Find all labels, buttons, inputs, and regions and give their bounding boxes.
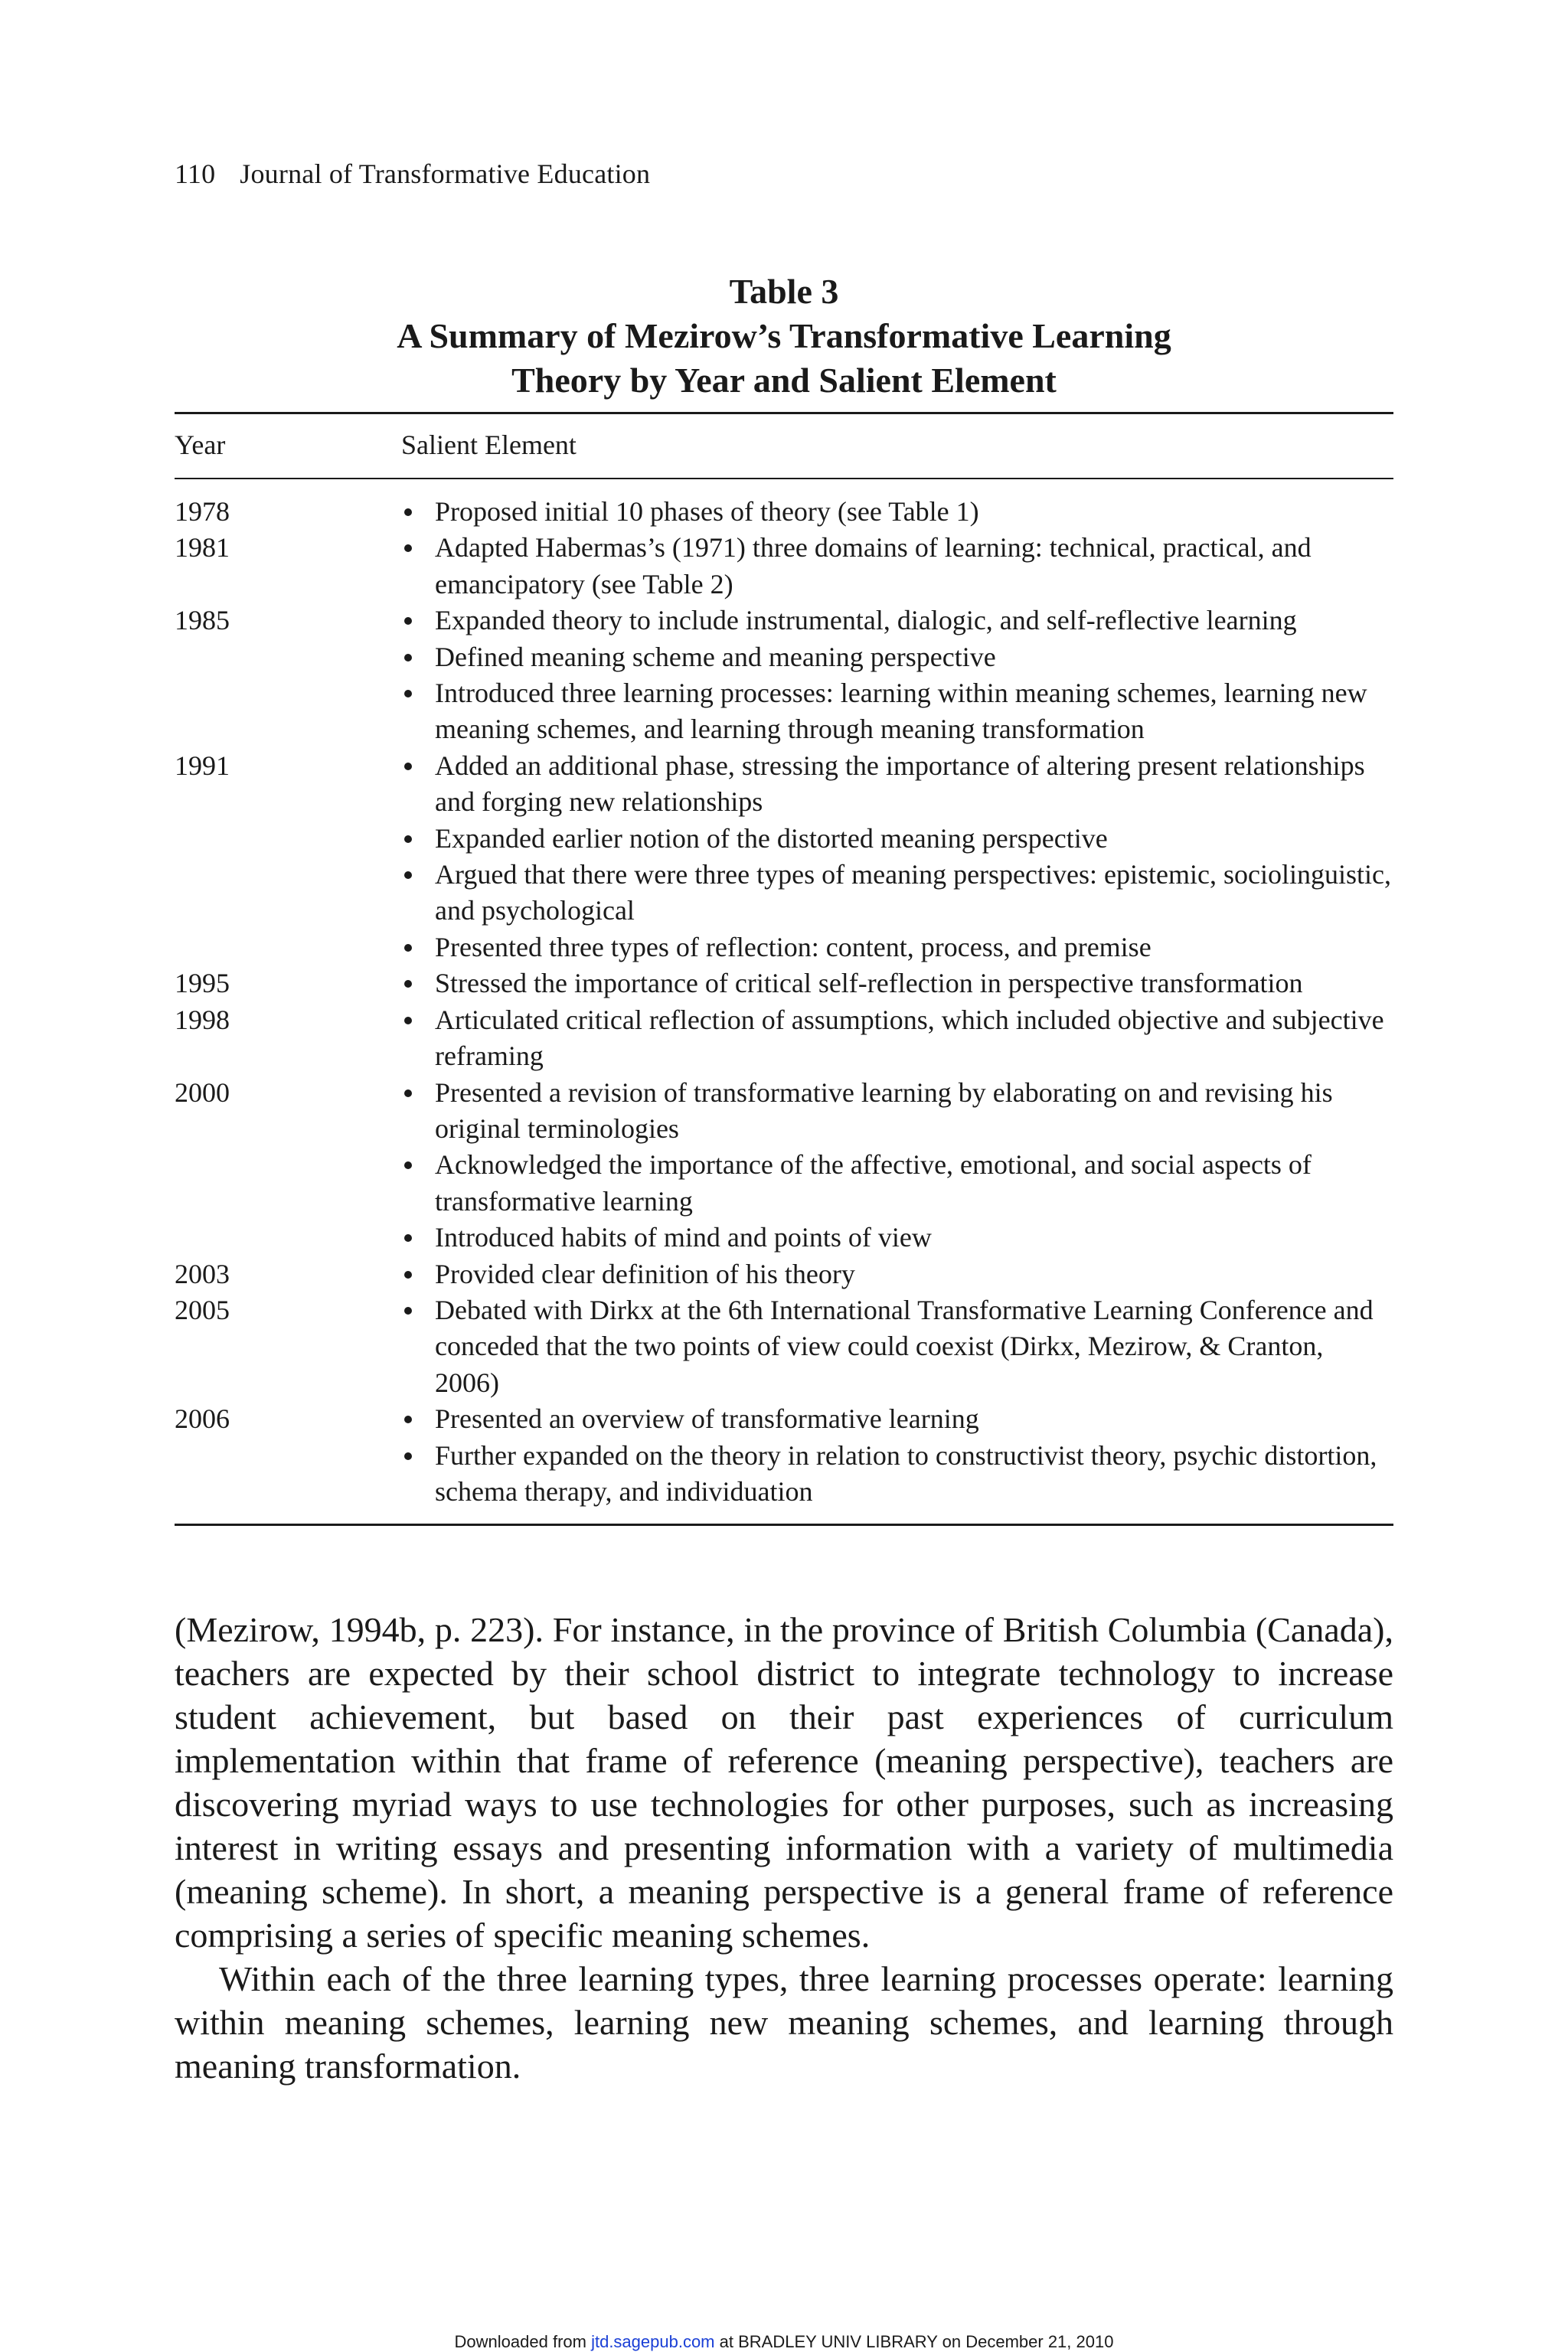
table-body — [175, 494, 1393, 1510]
salient-element-list — [401, 603, 1393, 748]
table-row — [175, 748, 1393, 965]
footer-link[interactable]: jtd.sagepub.com — [591, 2332, 715, 2351]
year-cell: 1985 — [175, 605, 230, 636]
table-row — [175, 1401, 1393, 1510]
page-number: 110 — [175, 158, 216, 189]
header-salient-element: Salient Element — [401, 430, 577, 460]
table-title-line-1: A Summary of Mezirow’s Transformative Learning — [397, 316, 1171, 355]
journal-title: Journal of Transformative Education — [240, 158, 651, 189]
salient-element-list — [401, 1292, 1393, 1401]
paragraph: Within each of the three learning types, three learning processes operate: learning within meaning schemes, learning new meaning schemes, and learning through meaning transformation. — [175, 1959, 1393, 2086]
salient-element-item: Further expanded on the theory in relation to constructivist theory, psychic distortion, schema therapy, and individuation — [401, 1438, 1393, 1511]
footer-prefix: Downloaded from — [454, 2332, 592, 2351]
salient-element-list — [401, 530, 1393, 603]
salient-element-item: Articulated critical reflection of assumptions, which included objective and subjective reframing — [401, 1002, 1393, 1075]
salient-element-item: Provided clear definition of his theory — [401, 1256, 1393, 1292]
salient-element-item: Expanded theory to include instrumental, dialogic, and self-reflective learning — [401, 603, 1393, 639]
table-row — [175, 1256, 1393, 1292]
salient-element-list — [401, 1401, 1393, 1510]
table-bottom-rule — [175, 1524, 1393, 1526]
table-row — [175, 1002, 1393, 1075]
year-cell: 2003 — [175, 1258, 230, 1289]
paragraph: (Mezirow, 1994b, p. 223). For instance, in the province of British Columbia (Canada), teachers are expected by their school district to integrate technology to increase student achievement, but based on their past experiences of curriculum implementation within that frame of reference (meaning perspective), teachers are discovering myriad ways to use technologies for other purposes, such as increasing interest in writing essays and presenting information with a variety of multimedia (meaning scheme). In short, a meaning perspective is a general frame of reference comprising a series of specific meaning schemes. — [175, 1610, 1393, 1955]
salient-element-list — [401, 1075, 1393, 1256]
table-row — [175, 603, 1393, 748]
header-year: Year — [175, 430, 226, 460]
salient-element-item: Proposed initial 10 phases of theory (see Table 1) — [401, 494, 1393, 530]
footer-suffix: at BRADLEY UNIV LIBRARY on December 21, 2010 — [714, 2332, 1114, 2351]
salient-element-item: Acknowledged the importance of the affective, emotional, and social aspects of transformative learning — [401, 1147, 1393, 1220]
year-cell: 1978 — [175, 496, 230, 527]
salient-element-item: Introduced habits of mind and points of view — [401, 1220, 1393, 1256]
table-row — [175, 1292, 1393, 1401]
year-cell: 1991 — [175, 750, 230, 781]
table-row — [175, 530, 1393, 603]
salient-element-item: Expanded earlier notion of the distorted meaning perspective — [401, 821, 1393, 857]
salient-element-item: Defined meaning scheme and meaning perspective — [401, 639, 1393, 675]
download-footer — [0, 2332, 1568, 2352]
salient-element-item: Adapted Habermas’s (1971) three domains of learning: technical, practical, and emancipatory (see Table 2) — [401, 530, 1393, 603]
table-top-rule — [175, 412, 1393, 414]
salient-element-list — [401, 494, 1393, 530]
salient-element-item: Presented three types of reflection: content, process, and premise — [401, 929, 1393, 965]
salient-element-item: Debated with Dirkx at the 6th International Transformative Learning Conference and conceded that the two points of view could coexist (Dirkx, Mezirow, & Cranton, 2006) — [401, 1292, 1393, 1401]
salient-element-list — [401, 1002, 1393, 1075]
body-text — [175, 1608, 1393, 2088]
salient-element-item: Presented an overview of transformative learning — [401, 1401, 1393, 1437]
table-title-line-2: Theory by Year and Salient Element — [511, 361, 1057, 400]
table-caption — [175, 270, 1393, 403]
year-cell: 2005 — [175, 1294, 230, 1325]
table-row — [175, 494, 1393, 530]
salient-element-list — [401, 965, 1393, 1001]
table-header-rule — [175, 478, 1393, 479]
year-cell: 1981 — [175, 532, 230, 564]
salient-element-item: Presented a revision of transformative learning by elaborating on and revising his original terminologies — [401, 1075, 1393, 1148]
year-cell: 1995 — [175, 968, 230, 999]
table-row — [175, 1075, 1393, 1256]
table-row — [175, 965, 1393, 1001]
salient-element-item: Stressed the importance of critical self-reflection in perspective transformation — [401, 965, 1393, 1001]
table-number: Table 3 — [729, 272, 839, 311]
year-cell: 2006 — [175, 1403, 230, 1435]
salient-element-item: Added an additional phase, stressing the importance of altering present relationships and forging new relationships — [401, 748, 1393, 821]
year-cell: 2000 — [175, 1076, 230, 1108]
salient-element-item: Introduced three learning processes: learning within meaning schemes, learning new meaning schemes, and learning through meaning transformation — [401, 675, 1393, 748]
year-cell: 1998 — [175, 1004, 230, 1035]
running-head — [175, 158, 650, 190]
salient-element-item: Argued that there were three types of meaning perspectives: epistemic, sociolinguistic, and psychological — [401, 857, 1393, 929]
salient-element-list — [401, 1256, 1393, 1292]
salient-element-list — [401, 748, 1393, 965]
